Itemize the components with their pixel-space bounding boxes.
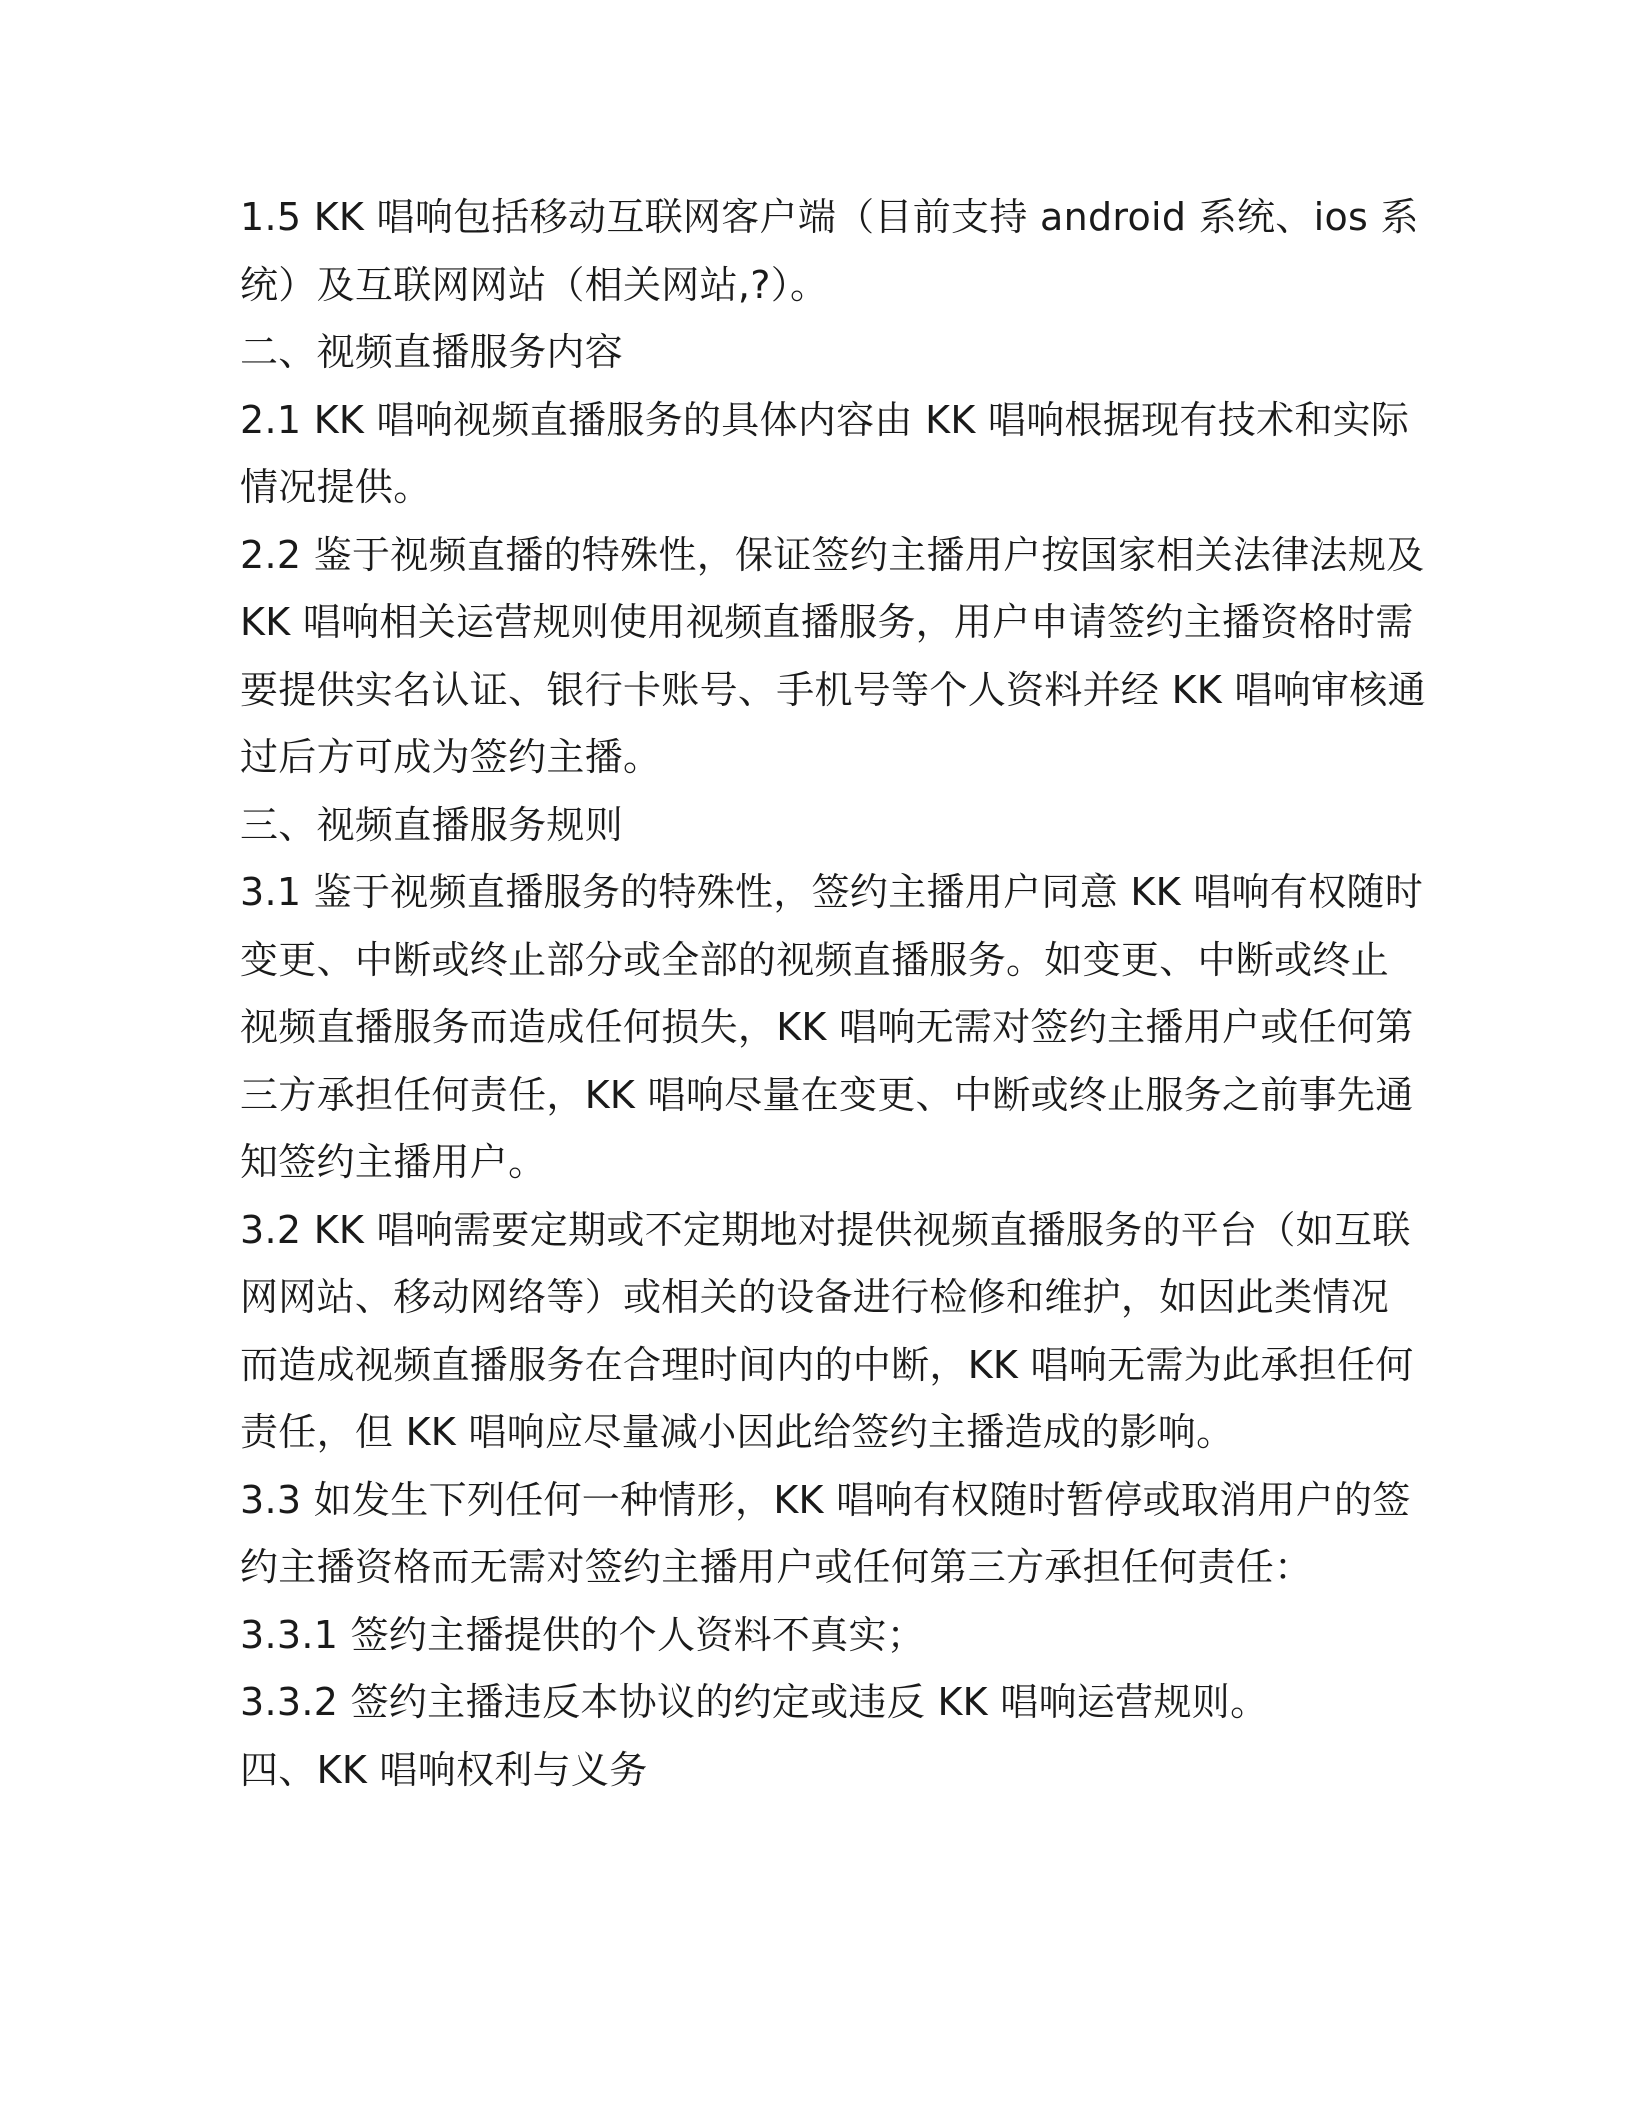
text-line: 2.2 鉴于视频直播的特殊性，保证签约主播用户按国家相关法律法规及 xyxy=(240,532,1425,577)
text-line: 过后方可成为签约主播。 xyxy=(240,735,662,779)
text-line: 三方承担任何责任，KK 唱响尽量在变更、中断或终止服务之前事先通 xyxy=(240,1072,1414,1117)
paragraph-clause-2-1 xyxy=(240,387,1410,522)
text-line: 2.1 KK 唱响视频直播服务的具体内容由 KK 唱响根据现有技术和实际 xyxy=(240,397,1410,442)
text-line: 3.3.1 签约主播提供的个人资料不真实； xyxy=(240,1612,926,1657)
text-line: 1.5 KK 唱响包括移动互联网客户端（目前支持 android 系统、ios 系 xyxy=(240,195,1419,239)
text-line: 要提供实名认证、银行卡账号、手机号等个人资料并经 KK 唱响审核通 xyxy=(240,667,1426,712)
paragraph-clause-1-5 xyxy=(240,184,1419,319)
paragraph-clause-3-1 xyxy=(240,859,1424,1197)
text-line: 3.3 如发生下列任何一种情形，KK 唱响有权随时暂停或取消用户的签 xyxy=(240,1477,1411,1522)
text-line: 二、视频直播服务内容 xyxy=(240,330,624,374)
text-line: 三、视频直播服务规则 xyxy=(240,802,624,847)
text-line: 网网站、移动网络等）或相关的设备进行检修和维护，如因此类情况 xyxy=(240,1275,1390,1319)
paragraph-heading-section-2 xyxy=(240,319,1400,387)
paragraph-clause-2-2 xyxy=(240,522,1426,792)
text-line: 责任，但 KK 唱响应尽量减小因此给签约主播造成的影响。 xyxy=(240,1410,1235,1454)
paragraph-heading-section-4 xyxy=(240,1737,1400,1805)
text-line: 而造成视频直播服务在合理时间内的中断，KK 唱响无需为此承担任何 xyxy=(240,1342,1414,1387)
document-body xyxy=(240,184,1426,1804)
text-line: 3.2 KK 唱响需要定期或不定期地对提供视频直播服务的平台（如互联 xyxy=(240,1207,1411,1252)
text-line: 知签约主播用户。 xyxy=(240,1140,547,1184)
text-line: KK 唱响相关运营规则使用视频直播服务，用户申请签约主播资格时需 xyxy=(240,600,1414,644)
text-line: 变更、中断或终止部分或全部的视频直播服务。如变更、中断或终止 xyxy=(240,937,1390,982)
text-line: 情况提供。 xyxy=(240,465,432,509)
paragraph-clause-3-2 xyxy=(240,1197,1414,1467)
paragraph-heading-section-3 xyxy=(240,792,1400,860)
text-line: 统）及互联网网站（相关网站,?）。 xyxy=(240,262,829,307)
text-line: 视频直播服务而造成任何损失，KK 唱响无需对签约主播用户或任何第 xyxy=(240,1005,1414,1049)
paragraph-clause-3-3-2 xyxy=(240,1669,1400,1737)
paragraph-clause-3-3 xyxy=(240,1467,1411,1602)
text-line: 约主播资格而无需对签约主播用户或任何第三方承担任何责任： xyxy=(240,1545,1313,1589)
text-line: 3.1 鉴于视频直播服务的特殊性，签约主播用户同意 KK 唱响有权随时 xyxy=(240,870,1424,914)
text-line: 3.3.2 签约主播违反本协议的约定或违反 KK 唱响运营规则。 xyxy=(240,1680,1269,1724)
paragraph-clause-3-3-1 xyxy=(240,1602,1400,1670)
text-line: 四、KK 唱响权利与义务 xyxy=(240,1747,648,1792)
